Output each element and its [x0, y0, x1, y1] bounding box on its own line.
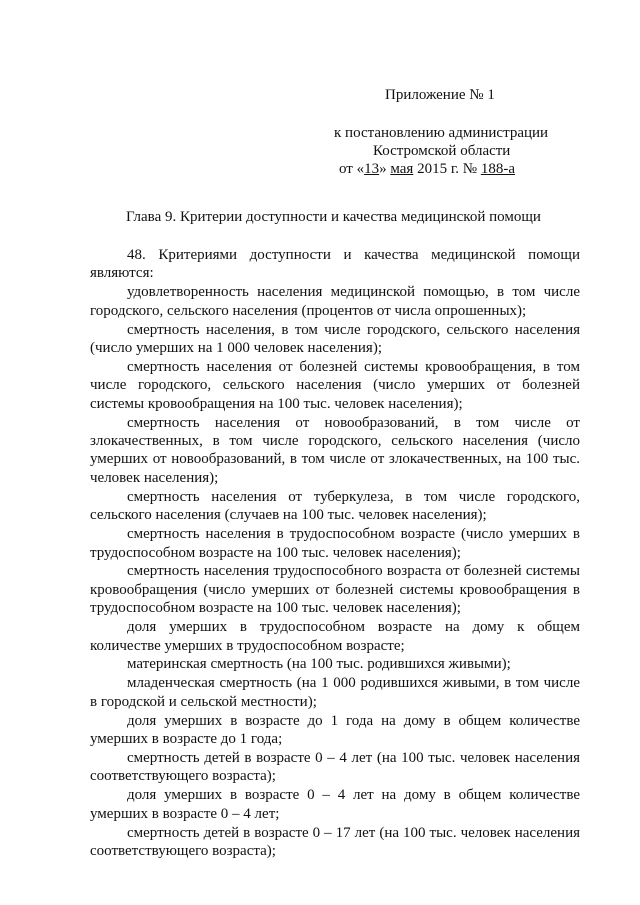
paragraph: смертность населения от новообразований, в том числе от злокачественных, в том числе городского, сельского населения (число умерших от новообразований, в том числе от злокачественных, на 100 тыс. человек населения); — [90, 414, 580, 486]
paragraph: доля умерших в возрасте до 1 года на дому в общем количестве умерших в возрасте до 1 года; — [90, 712, 580, 748]
date-month: мая — [390, 161, 414, 177]
date-line — [339, 160, 515, 178]
paragraph: смертность населения от болезней системы кровообращения, в том числе городского, сельского населения (число умерших от болезней системы кровообращения на 100 тыс. человек населения); — [90, 358, 580, 412]
date-prefix: от « — [339, 161, 365, 177]
paragraph: доля умерших в возрасте 0 – 4 лет на дому в общем количестве умерших в возрасте 0 – 4 лет; — [90, 787, 580, 822]
paragraph: доля умерших в трудоспособном возрасте на дому к общем количестве умерших в трудоспособном возрасте; — [90, 619, 580, 654]
criteria-list — [90, 246, 580, 861]
appendix-label: Приложение № 1 — [385, 87, 495, 103]
paragraph: смертность населения в трудоспособном возрасте (число умерших в трудоспособном возрасте на 100 тыс. человек населения); — [90, 526, 580, 561]
chapter-title: Глава 9. Критерии доступности и качества медицинской помощи — [126, 209, 541, 225]
date-day: 13 — [364, 161, 380, 177]
paragraph: смертность детей в возрасте 0 – 4 лет (на 100 тыс. человек населения соответствующего возраста); — [90, 749, 580, 785]
paragraph: удовлетворенность населения медицинской помощью, в том числе городского, сельского населения (процентов от числа опрошенных); — [90, 284, 580, 319]
paragraph: младенческая смертность (на 1 000 родившихся живыми, в том числе в городской и сельской местности); — [90, 675, 580, 710]
paragraph: 48. Критериями доступности и качества медицинской помощи являются: — [90, 247, 580, 282]
resolution-line: к постановлению администрации — [334, 125, 549, 141]
paragraph: смертность населения трудоспособного возраста от болезней системы кровообращения (число умерших от болезней системы кровообращения в трудоспособном возрасте на 100 тыс. человек населения); — [90, 563, 580, 617]
paragraph: смертность детей в возрасте 0 – 17 лет (на 100 тыс. человек населения соответствующего возраста); — [90, 824, 580, 859]
date-year: 2015 г. № — [413, 161, 481, 177]
paragraph: смертность населения от туберкулеза, в том числе городского, сельского населения (случаев на 100 тыс. человек населения); — [90, 488, 580, 524]
paragraph: материнская смертность (на 100 тыс. родившихся живыми); — [127, 656, 511, 673]
paragraph: смертность населения, в том числе городского, сельского населения (число умерших на 1 000 человек населения); — [90, 321, 580, 357]
date-mid: » — [379, 161, 391, 177]
region-line: Костромской области — [373, 143, 511, 159]
resolution-number: 188-а — [480, 161, 515, 177]
